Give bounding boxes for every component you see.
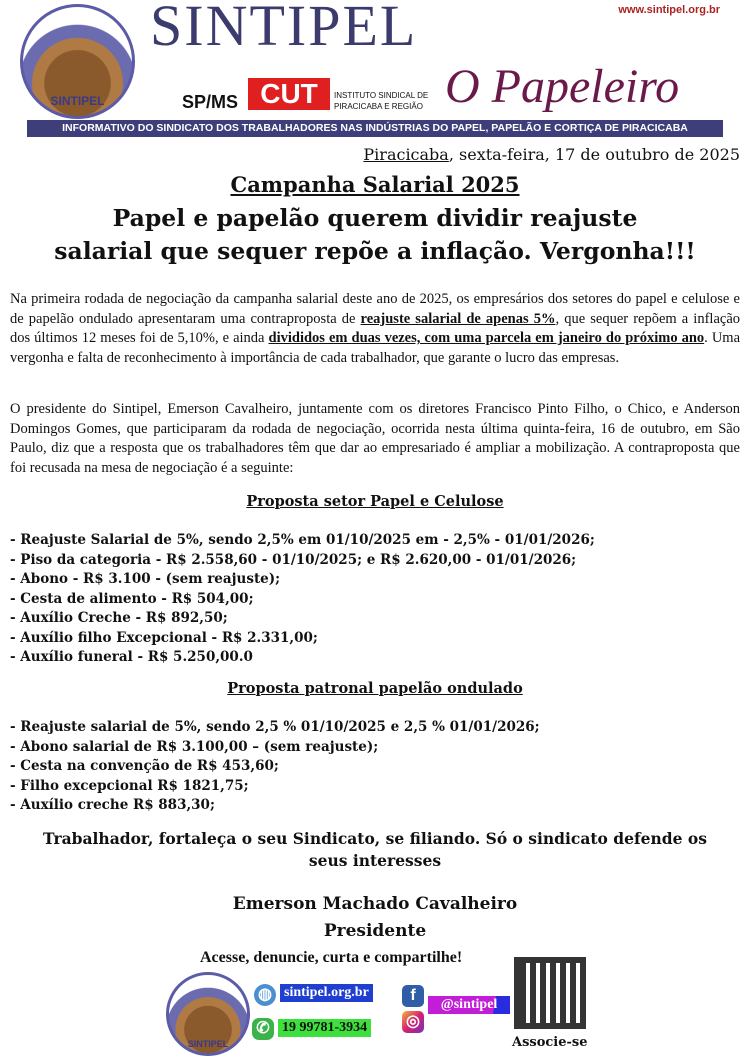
list-item: - Auxílio Creche - R$ 892,50; (10, 610, 228, 626)
website-link[interactable]: www.sintipel.org.br (618, 4, 720, 16)
call-to-action: Trabalhador, fortaleça o seu Sindicato, se filiando. Só o sindicato defende os seus interesses (43, 829, 707, 870)
masthead-subtitle: O Papeleiro (445, 60, 680, 113)
globe-icon: ◍ (254, 984, 276, 1006)
signature-name: Emerson Machado Cavalheiro (232, 894, 518, 914)
whatsapp-icon: ✆ (252, 1018, 274, 1040)
footer-slogan: Acesse, denuncie, curta e compartilhe! (200, 949, 463, 966)
highlight: reajuste salarial de apenas 5% (360, 310, 556, 327)
date: , sexta-feira, 17 de outubro de 2025 (448, 145, 740, 164)
highlight: divididos em duas vezes, com uma parcela em janeiro do próximo ano (268, 330, 705, 346)
list-item: - Reajuste Salarial de 5%, sendo 2,5% em 01/10/2025 em - 2,5% - 01/01/2026; (10, 532, 595, 548)
phone-number[interactable]: 19 99781-3934 (278, 1019, 371, 1037)
cut-logo: CUT (248, 78, 330, 110)
list-item: - Filho excepcional R$ 1821,75; (10, 777, 249, 794)
qr-label: Associe-se (512, 1035, 588, 1050)
dateline (363, 145, 740, 164)
social-handle[interactable]: @sintipel (428, 996, 510, 1014)
spms-logo: SP/MS (182, 92, 239, 112)
city: Piracicaba (363, 145, 449, 164)
page-title: Campanha Salarial 2025 (230, 172, 520, 197)
instagram-icon[interactable]: ◎ (402, 1011, 424, 1033)
list-item: - Piso da categoria - R$ 2.558,60 - 01/10/2025; e R$ 2.620,00 - 01/01/2026; (10, 551, 577, 568)
list-papel (10, 531, 595, 668)
footer (0, 945, 750, 1060)
list-item: - Auxílio funeral - R$ 5.250,00.0 (10, 649, 253, 665)
instituto-logo: INSTITUTO SINDICAL DE PIRACICABA E REGIÃO (334, 91, 429, 111)
signature-role: Presidente (323, 921, 427, 941)
facebook-icon[interactable]: f (402, 985, 424, 1007)
header-band: INFORMATIVO DO SINDICATO DOS TRABALHADORES NAS INDÚSTRIAS DO PAPEL, PAPELÃO E CORTIÇA DE PIRACICABA (27, 120, 723, 137)
sintipel-logo: SINTIPEL (20, 4, 135, 119)
paragraph-1 (10, 290, 740, 368)
list-item: - Cesta na convenção de R$ 453,60; (10, 758, 279, 774)
list-item: - Auxílio filho Excepcional - R$ 2.331,00; (10, 629, 318, 646)
section-title-papelao: Proposta patronal papelão ondulado (227, 680, 523, 697)
list-item: - Abono - R$ 3.100 - (sem reajuste); (10, 571, 281, 587)
text: . Uma vergonha e falta de reconhecimento à importância de cada trabalhador, que garante o lucro das empresas. (10, 330, 741, 366)
qr-code[interactable] (514, 957, 586, 1029)
headline-line-1: Papel e papelão querem dividir reajuste (112, 204, 638, 232)
text: , que sequer repõem a inflação dos últimos 12 meses foi de 5,10%, e ainda (10, 310, 740, 346)
section-title-papel: Proposta setor Papel e Celulose (246, 493, 504, 510)
list-item: - Auxílio creche R$ 883,30; (10, 797, 215, 813)
headline (0, 202, 750, 268)
footer-logo: SINTIPEL (166, 972, 250, 1056)
text: Na primeira rodada de negociação da campanha salarial deste ano de 2025, os empresários dos setores do papel e celulose e de papelão ondulado apresentaram uma contraproposta de (10, 291, 740, 327)
list-item: - Abono salarial de R$ 3.100,00 – (sem reajuste); (10, 738, 379, 755)
masthead (0, 0, 750, 140)
masthead-title: SINTIPEL (150, 0, 418, 58)
paragraph-2: O presidente do Sintipel, Emerson Cavalheiro, juntamente com os diretores Francisco Pinto Filho, o Chico, e Anderson Domingos Gomes, que participaram da rodada de negociação, ocorrida nesta última quinta-feira, 16 de outubro, em São Paulo, diz que a resposta que os trabalhadores têm que dar ao empresariado é ampliar a mobilização. A contraproposta que foi recusada na mesa de negociação é a seguinte: (10, 401, 740, 476)
headline-line-2: salarial que sequer repõe a inflação. Vergonha!!! (54, 237, 696, 265)
site-link[interactable]: sintipel.org.br (280, 984, 373, 1002)
list-item: - Cesta de alimento - R$ 504,00; (10, 590, 254, 607)
list-papelao (10, 718, 540, 816)
list-item: - Reajuste salarial de 5%, sendo 2,5 % 01/10/2025 e 2,5 % 01/01/2026; (10, 719, 540, 735)
